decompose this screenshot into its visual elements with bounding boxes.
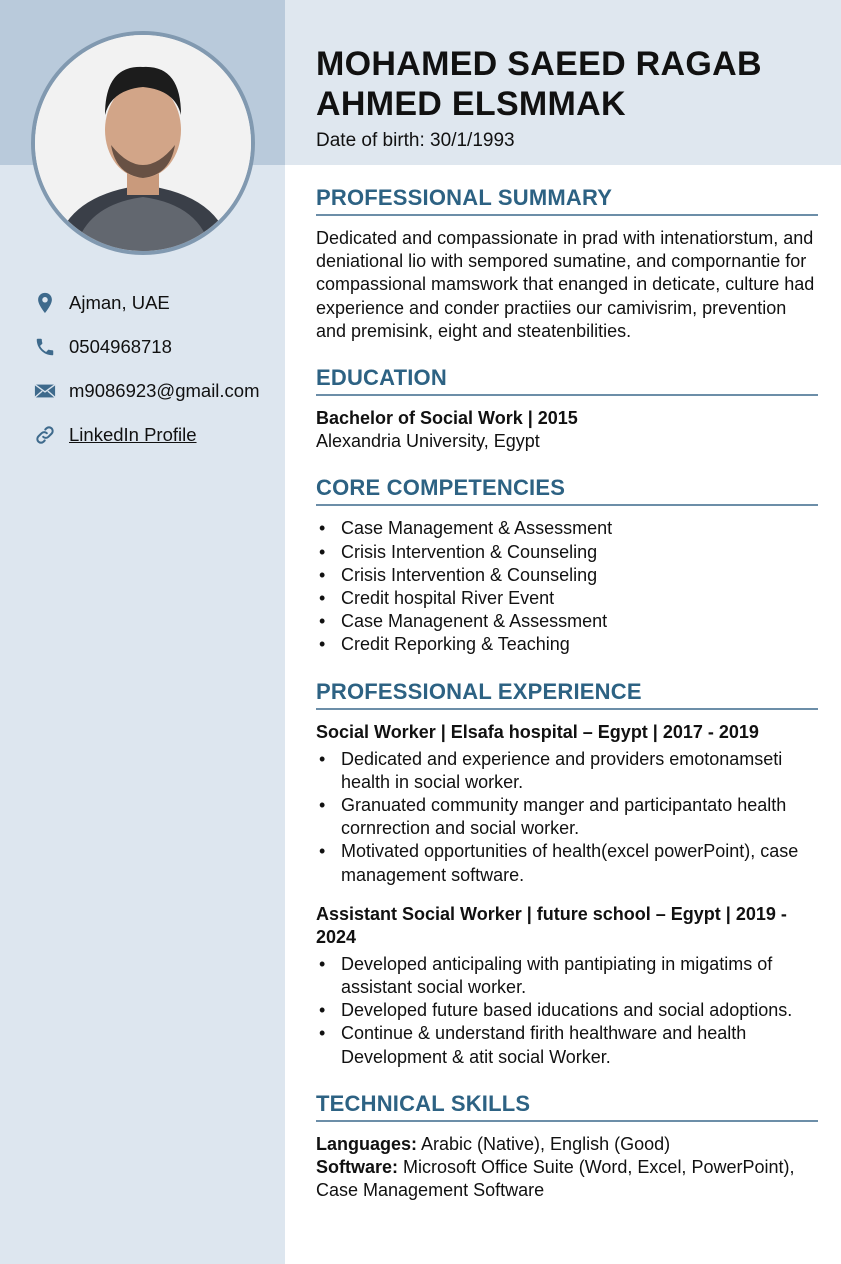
profile-photo [31,31,255,255]
list-item: • Developed anticipaling with pantipiating in migatims of assistant social worker. [316,953,818,999]
email-text[interactable]: m9086923@gmail.com [69,380,260,401]
contact-location [34,292,170,314]
list-item: • Crisis Intervention & Counseling [316,564,818,587]
contact-phone [34,336,172,358]
summary-text: Dedicated and compassionate in prad with intenatiorstum, and deniational lio with sempored sumatine, and compornantie for compassional mamswork that enanged in deticate, culture had experience and conder practiies our camivisrim, prevention and premisink, eight and steatenbilities. [316,228,815,341]
location-text: Ajman, UAE [69,292,170,313]
list-item: • Credit hospital River Event [316,587,818,610]
job-entry [316,721,818,887]
candidate-name [316,44,762,124]
skills-section [316,1091,818,1203]
date-of-birth: Date of birth: 30/1/1993 [316,130,515,151]
contact-linkedin[interactable] [34,424,197,446]
list-item: • Dedicated and experience and providers emotonamseti health in social worker. [316,748,818,794]
list-item: • Case Management & Assessment [316,517,818,540]
phone-text: 0504968718 [69,336,172,357]
list-item: • Continue & understand firith healthware and health Development & atit social Worker. [316,1022,818,1068]
summary-section [316,185,818,343]
school: Alexandria University, Egypt [316,431,540,452]
phone-icon [34,336,56,358]
name-line-1: MOHAMED SAEED RAGAB [316,45,762,83]
section-heading: EDUCATION [316,365,818,396]
degree: Bachelor of Social Work | 2015 [316,408,578,429]
section-heading: PROFESSIONAL EXPERIENCE [316,679,818,710]
list-item: • Motivated opportunities of health(excel powerPoint), case management software. [316,840,818,886]
section-heading: CORE COMPETENCIES [316,475,818,506]
list-item: • Granuated community manger and participantato health cornrection and social worker. [316,794,818,840]
section-heading: PROFESSIONAL SUMMARY [316,185,818,216]
section-heading: TECHNICAL SKILLS [316,1091,818,1122]
contact-email[interactable] [34,380,260,402]
email-icon [34,380,56,402]
software-label: Software: [316,1157,399,1178]
job-title: Assistant Social Worker | future school – Egypt | 2019 - 2024 [316,903,787,947]
job-entry [316,903,818,1069]
education-section [316,365,818,453]
competencies-section [316,475,818,656]
name-line-2: AHMED ELSMMAK [316,85,626,123]
list-item: • Developed future based iducations and social adoptions. [316,999,818,1022]
experience-section [316,679,818,1069]
linkedin-link[interactable]: LinkedIn Profile [69,424,197,445]
job-title: Social Worker | Elsafa hospital – Egypt | 2017 - 2019 [316,721,759,742]
list-item: • Credit Reporking & Teaching [316,633,818,656]
link-icon [34,424,56,446]
languages-value: Arabic (Native), English (Good) [417,1133,671,1154]
main-content [316,185,818,1224]
list-item: • Case Managenent & Assessment [316,610,818,633]
list-item: • Crisis Intervention & Counseling [316,541,818,564]
location-icon [34,292,56,314]
languages-label: Languages: [316,1133,418,1154]
software-value: Microsoft Office Suite (Word, Excel, PowerPoint), Case Management Software [316,1157,795,1201]
